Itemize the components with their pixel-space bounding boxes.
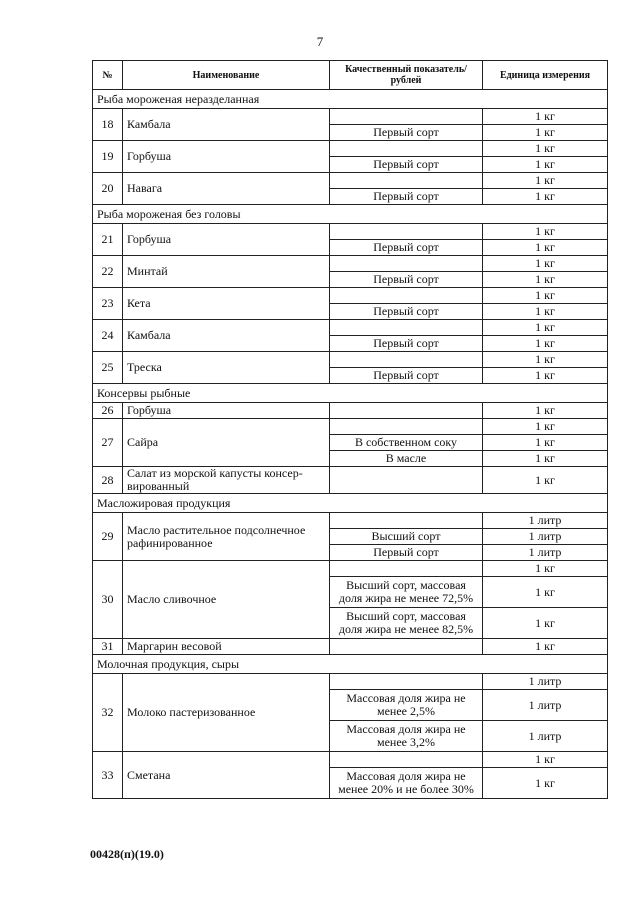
section-row — [93, 384, 608, 403]
table-body — [93, 90, 608, 799]
item-unit: 1 кг — [483, 368, 608, 384]
item-number: 18 — [93, 109, 123, 141]
item-quality — [330, 141, 483, 157]
item-unit: 1 кг — [483, 352, 608, 368]
section-title: Молочная продукция, сыры — [93, 655, 608, 674]
item-unit: 1 кг — [483, 577, 608, 608]
item-unit: 1 кг — [483, 125, 608, 141]
item-quality: Первый сорт — [330, 157, 483, 173]
item-unit: 1 кг — [483, 173, 608, 189]
item-name: Маргарин весовой — [123, 639, 330, 655]
item-unit: 1 кг — [483, 768, 608, 799]
item-name: Навага — [123, 173, 330, 205]
item-quality — [330, 467, 483, 494]
item-quality: Первый сорт — [330, 189, 483, 205]
item-unit: 1 кг — [483, 336, 608, 352]
item-unit: 1 литр — [483, 545, 608, 561]
item-quality: Высший сорт — [330, 529, 483, 545]
section-row — [93, 90, 608, 109]
item-quality — [330, 256, 483, 272]
header-name: Наименование — [123, 61, 330, 90]
item-quality: В собственном соку — [330, 435, 483, 451]
table-row — [93, 109, 608, 125]
item-quality: Первый сорт — [330, 304, 483, 320]
item-quality: Первый сорт — [330, 272, 483, 288]
item-name: Кета — [123, 288, 330, 320]
item-name: Сметана — [123, 752, 330, 799]
item-name: Салат из морской капусты консер-вированный — [123, 467, 330, 494]
table-header-row — [93, 61, 608, 90]
item-quality — [330, 109, 483, 125]
item-quality — [330, 288, 483, 304]
item-quality: Массовая доля жира не менее 20% и не более 30% — [330, 768, 483, 799]
header-unit: Единица измерения — [483, 61, 608, 90]
item-unit: 1 кг — [483, 451, 608, 467]
item-unit: 1 кг — [483, 467, 608, 494]
section-title: Консервы рыбные — [93, 384, 608, 403]
item-quality: Первый сорт — [330, 240, 483, 256]
item-quality — [330, 674, 483, 690]
item-number: 22 — [93, 256, 123, 288]
item-unit: 1 кг — [483, 419, 608, 435]
item-unit: 1 кг — [483, 288, 608, 304]
item-quality — [330, 419, 483, 435]
item-unit: 1 кг — [483, 141, 608, 157]
section-row — [93, 494, 608, 513]
table-row — [93, 256, 608, 272]
table-row — [93, 513, 608, 529]
item-name: Горбуша — [123, 224, 330, 256]
item-name: Минтай — [123, 256, 330, 288]
item-unit: 1 литр — [483, 690, 608, 721]
item-unit: 1 кг — [483, 639, 608, 655]
item-quality — [330, 173, 483, 189]
section-title: Рыба мороженая неразделанная — [93, 90, 608, 109]
item-quality — [330, 513, 483, 529]
item-quality — [330, 320, 483, 336]
item-number: 29 — [93, 513, 123, 561]
item-number: 26 — [93, 403, 123, 419]
item-quality: Высший сорт, массовая доля жира не менее 72,5% — [330, 577, 483, 608]
item-number: 25 — [93, 352, 123, 384]
table-row — [93, 141, 608, 157]
table-row — [93, 674, 608, 690]
item-quality: Массовая доля жира не менее 2,5% — [330, 690, 483, 721]
item-quality: Первый сорт — [330, 125, 483, 141]
section-row — [93, 205, 608, 224]
item-quality: Первый сорт — [330, 545, 483, 561]
item-number: 28 — [93, 467, 123, 494]
section-title: Масложировая продукция — [93, 494, 608, 513]
item-quality: Первый сорт — [330, 336, 483, 352]
item-unit: 1 кг — [483, 435, 608, 451]
item-quality — [330, 639, 483, 655]
table-row — [93, 467, 608, 494]
item-unit: 1 кг — [483, 752, 608, 768]
item-quality — [330, 352, 483, 368]
item-unit: 1 кг — [483, 403, 608, 419]
item-name: Камбала — [123, 320, 330, 352]
item-number: 30 — [93, 561, 123, 639]
item-number: 20 — [93, 173, 123, 205]
price-items-table — [92, 60, 608, 799]
header-num: № — [93, 61, 123, 90]
item-name: Камбала — [123, 109, 330, 141]
item-number: 23 — [93, 288, 123, 320]
item-number: 32 — [93, 674, 123, 752]
table-row — [93, 752, 608, 768]
item-name: Горбуша — [123, 403, 330, 419]
table-row — [93, 419, 608, 435]
item-unit: 1 кг — [483, 189, 608, 205]
table-row — [93, 173, 608, 189]
section-title: Рыба мороженая без головы — [93, 205, 608, 224]
item-unit: 1 литр — [483, 674, 608, 690]
item-name: Сайра — [123, 419, 330, 467]
item-quality: Высший сорт, массовая доля жира не менее 82,5% — [330, 608, 483, 639]
item-unit: 1 литр — [483, 513, 608, 529]
item-number: 19 — [93, 141, 123, 173]
item-number: 27 — [93, 419, 123, 467]
item-quality: Первый сорт — [330, 368, 483, 384]
item-quality: В масле — [330, 451, 483, 467]
item-quality — [330, 752, 483, 768]
section-row — [93, 655, 608, 674]
item-quality — [330, 561, 483, 577]
item-quality: Массовая доля жира не менее 3,2% — [330, 721, 483, 752]
header-quality: Качественный показатель/рублей — [330, 61, 483, 90]
item-name: Горбуша — [123, 141, 330, 173]
item-name: Треска — [123, 352, 330, 384]
item-number: 24 — [93, 320, 123, 352]
page-number: 7 — [316, 34, 324, 49]
table-row — [93, 403, 608, 419]
item-unit: 1 кг — [483, 304, 608, 320]
table-row — [93, 224, 608, 240]
table-row — [93, 288, 608, 304]
item-unit: 1 кг — [483, 561, 608, 577]
table-row — [93, 352, 608, 368]
item-unit: 1 кг — [483, 256, 608, 272]
item-number: 31 — [93, 639, 123, 655]
item-unit: 1 кг — [483, 320, 608, 336]
item-unit: 1 кг — [483, 109, 608, 125]
item-number: 21 — [93, 224, 123, 256]
item-unit: 1 кг — [483, 608, 608, 639]
item-unit: 1 литр — [483, 721, 608, 752]
table-row — [93, 320, 608, 336]
item-unit: 1 литр — [483, 529, 608, 545]
item-unit: 1 кг — [483, 157, 608, 173]
item-unit: 1 кг — [483, 224, 608, 240]
item-name: Масло сливочное — [123, 561, 330, 639]
item-unit: 1 кг — [483, 272, 608, 288]
item-name: Молоко пастеризованное — [123, 674, 330, 752]
table-row — [93, 561, 608, 577]
document-code: 00428(п)(19.0) — [90, 847, 164, 861]
item-name: Масло растительное подсолнечное рафинированное — [123, 513, 330, 561]
item-quality — [330, 224, 483, 240]
item-number: 33 — [93, 752, 123, 799]
item-unit: 1 кг — [483, 240, 608, 256]
item-quality — [330, 403, 483, 419]
table-row — [93, 639, 608, 655]
